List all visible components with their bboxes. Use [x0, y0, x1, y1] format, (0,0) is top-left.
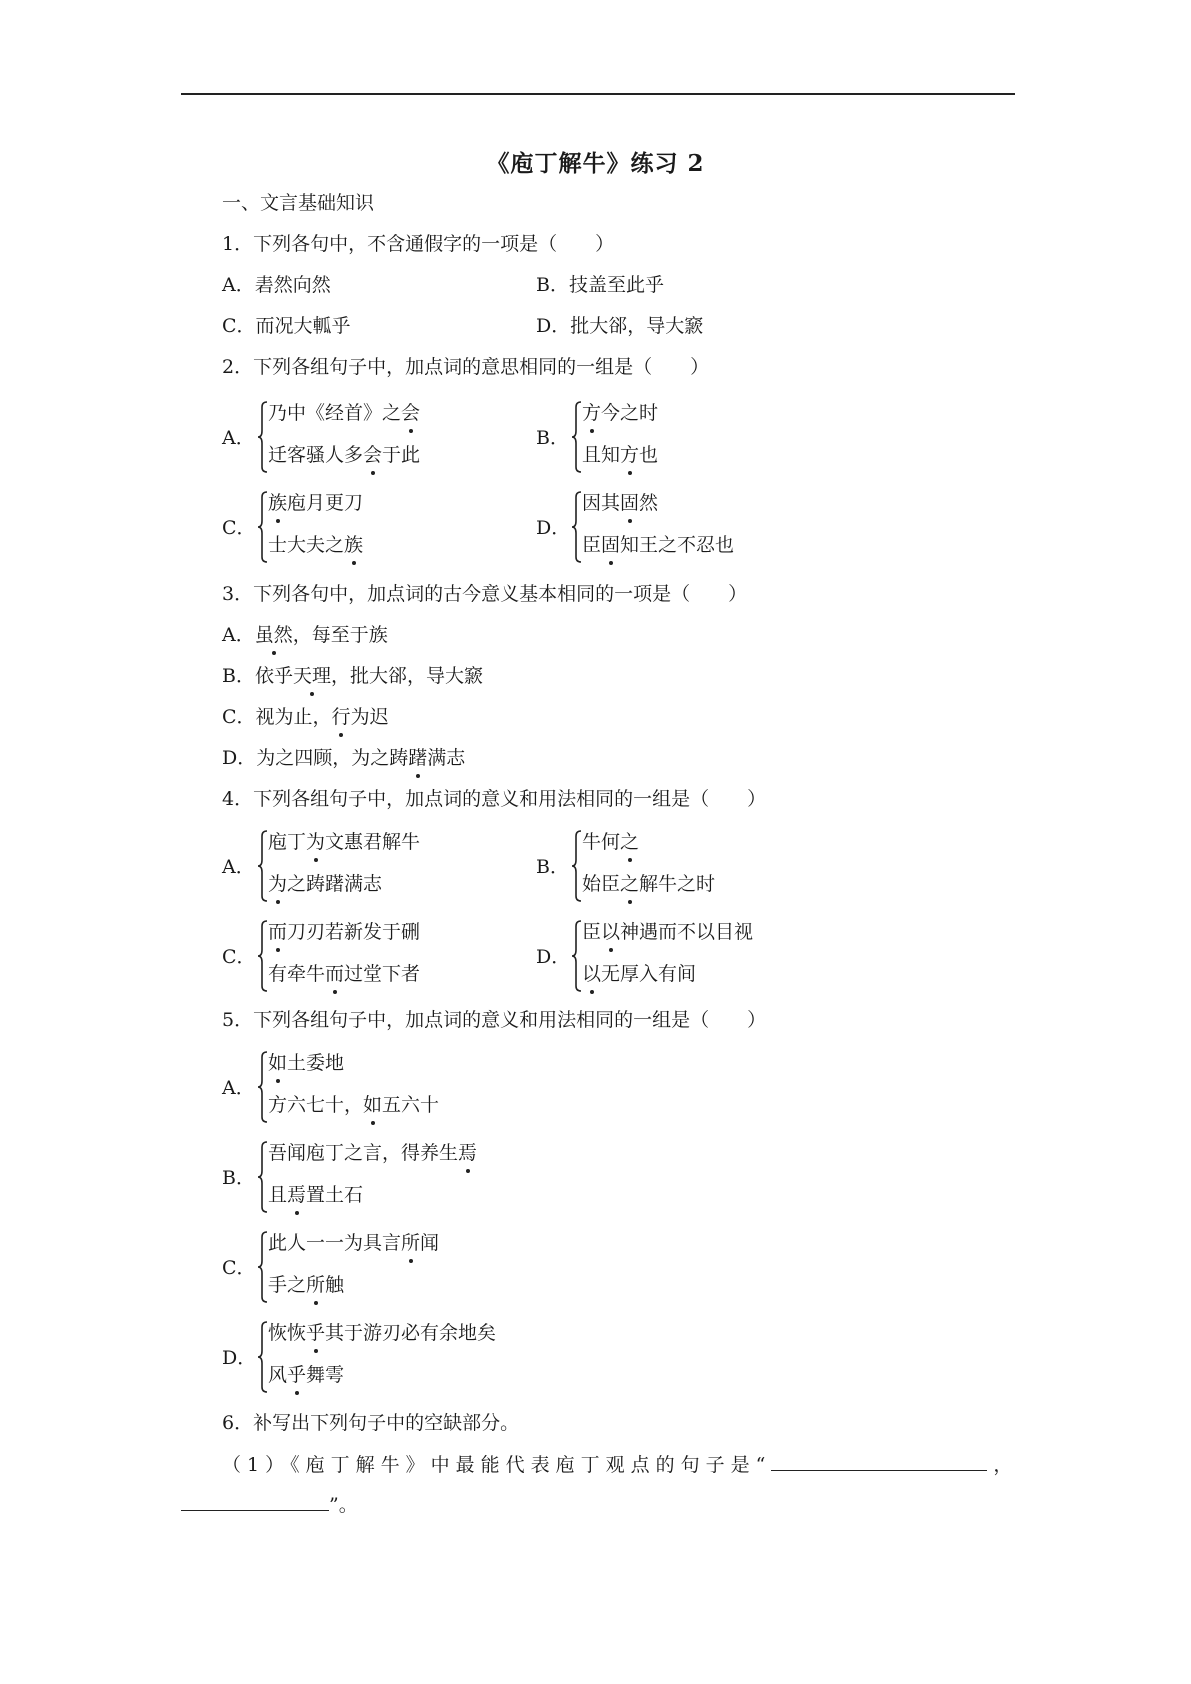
sentence-2: 以无厚入有间: [582, 959, 696, 989]
dotted-word: 焉: [287, 1180, 306, 1210]
dotted-word: 天理: [293, 661, 331, 691]
sentence-2: 臣固知王之不忍也: [582, 530, 734, 560]
sentence-1: 乃中《经首》之会: [268, 398, 420, 428]
option-letter: D．: [222, 1347, 257, 1369]
option-letter: A．: [222, 1077, 255, 1099]
header-rule: [181, 93, 1015, 95]
dotted-word: 为: [268, 869, 287, 899]
sentence-1: 牛何之: [582, 827, 639, 857]
dotted-word: 固: [620, 488, 639, 518]
dotted-word: 乎: [287, 1360, 306, 1390]
sentence-2: 方六七十，如五六十: [268, 1090, 439, 1120]
sentence-2: 且知方也: [582, 440, 658, 470]
dotted-word: 行: [332, 702, 351, 732]
q3-option-d: D．为之四顾，为之踌躇满志: [222, 743, 465, 773]
dotted-word: 踌躇满: [389, 743, 446, 773]
answer-blank[interactable]: [771, 1450, 987, 1471]
dotted-word: 如: [268, 1048, 287, 1078]
option-letter: C．: [222, 946, 256, 968]
option-letter: B．: [536, 427, 569, 449]
dotted-word: 虽然: [255, 620, 293, 650]
option-letter: A．: [222, 427, 255, 449]
sentence-1: 因其固然: [582, 488, 658, 518]
q1-option-c: C．而况大軱乎: [222, 315, 351, 337]
dotted-word: 以: [601, 917, 620, 947]
dotted-word: 而: [268, 917, 287, 947]
q4-stem: 4．下列各组句子中，加点词的意义和用法相同的一组是（ ）: [222, 788, 767, 810]
sentence-1: 庖丁为文惠君解牛: [268, 827, 420, 857]
dotted-word: 以: [582, 959, 601, 989]
q3-option-c: C．视为止，行为迟: [222, 702, 389, 732]
dotted-word: 固: [601, 530, 620, 560]
dotted-word: 方: [582, 398, 601, 428]
dotted-word: 族: [344, 530, 363, 560]
sentence-1: 臣以神遇而不以目视: [582, 917, 753, 947]
sentence-1: 方今之时: [582, 398, 658, 428]
dotted-word: 之: [620, 827, 639, 857]
option-letter: A．: [222, 856, 255, 878]
q6-stem: 6．补写出下列句子中的空缺部分。: [222, 1412, 520, 1434]
sentence-1: 吾闻庖丁之言，得养生焉: [268, 1138, 477, 1168]
option-letter: D．: [536, 517, 571, 539]
sentence-2: 士大夫之族: [268, 530, 363, 560]
sentence-2: 有牵牛而过堂下者: [268, 959, 420, 989]
dotted-word: 之: [620, 869, 639, 899]
q3-option-b: B．依乎天理，批大郤，导大窾: [222, 661, 483, 691]
sentence-2: 手之所触: [268, 1270, 344, 1300]
sentence-2: 且焉置土石: [268, 1180, 363, 1210]
dotted-word: 而: [325, 959, 344, 989]
q3-stem: 3．下列各句中，加点词的古今意义基本相同的一项是（ ）: [222, 583, 748, 605]
option-letter: C．: [222, 1257, 256, 1279]
dotted-word: 如: [363, 1090, 382, 1120]
sentence-2: 为之踌躇满志: [268, 869, 382, 899]
q1-option-d: D．批大郤，导大窾: [536, 315, 704, 337]
dotted-word: 会: [401, 398, 420, 428]
option-letter: C．: [222, 517, 256, 539]
sentence-2: 迁客骚人多会于此: [268, 440, 420, 470]
sentence-1: 族庖月更刀: [268, 488, 363, 518]
sentence-1: 如土委地: [268, 1048, 344, 1078]
dotted-word: 乎: [306, 1318, 325, 1348]
q6-part-1-continued: ”。: [181, 1490, 358, 1520]
sentence-2: 风乎舞雩: [268, 1360, 344, 1390]
option-letter: D．: [536, 946, 571, 968]
page-title: 《庖丁解牛》练习 2: [486, 150, 705, 177]
q5-stem: 5．下列各组句子中，加点词的意义和用法相同的一组是（ ）: [222, 1009, 767, 1031]
dotted-word: 所: [401, 1228, 420, 1258]
q6-part-1: （1）《庖丁解牛》中最能代表庖丁观点的句子是“ ，: [222, 1450, 1012, 1480]
dotted-word: 为: [306, 827, 325, 857]
dotted-word: 所: [306, 1270, 325, 1300]
answer-blank[interactable]: [181, 1490, 329, 1511]
dotted-word: 会: [363, 440, 382, 470]
section-heading: 一、文言基础知识: [222, 192, 375, 214]
q1-stem: 1．下列各句中，不含通假字的一项是（ ）: [222, 233, 615, 255]
dotted-word: 族: [268, 488, 287, 518]
sentence-2: 始臣之解牛之时: [582, 869, 715, 899]
sentence-1: 而刀刃若新发于硎: [268, 917, 420, 947]
q1-option-b: B．技盖至此乎: [536, 274, 664, 296]
q3-option-a: A．虽然，每至于族: [222, 620, 388, 650]
sentence-1: 此人一一为具言所闻: [268, 1228, 439, 1258]
option-letter: B．: [536, 856, 569, 878]
q1-option-a: A．砉然向然: [222, 274, 331, 296]
q2-stem: 2．下列各组句子中，加点词的意思相同的一组是（ ）: [222, 356, 710, 378]
option-letter: B．: [222, 1167, 255, 1189]
dotted-word: 方: [620, 440, 639, 470]
dotted-word: 焉: [458, 1138, 477, 1168]
sentence-1: 恢恢乎其于游刃必有余地矣: [268, 1318, 496, 1348]
